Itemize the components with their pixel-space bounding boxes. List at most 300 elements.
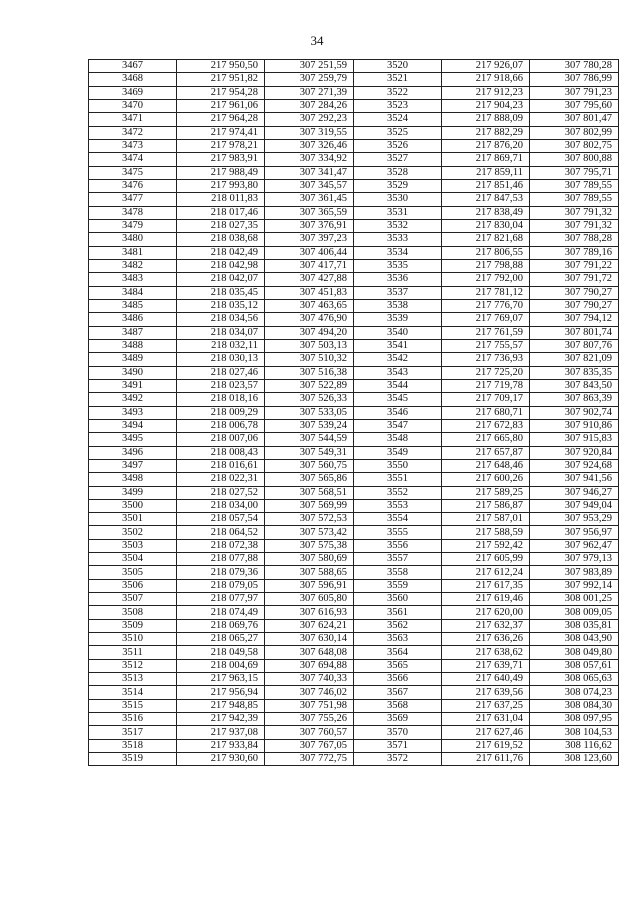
point-number-right: 3542 [354, 353, 442, 366]
x-coordinate-left: 218 079,05 [177, 579, 265, 592]
table-row [89, 659, 619, 672]
point-number-right: 3559 [354, 579, 442, 592]
y-coordinate-right: 307 910,86 [530, 419, 619, 432]
point-number-left: 3497 [89, 459, 177, 472]
y-coordinate-right: 307 835,35 [530, 366, 619, 379]
y-coordinate-left: 307 516,38 [265, 366, 354, 379]
point-number-left: 3470 [89, 99, 177, 112]
point-number-right: 3540 [354, 326, 442, 339]
y-coordinate-left: 307 588,65 [265, 566, 354, 579]
table-row [89, 619, 619, 632]
y-coordinate-left: 307 284,26 [265, 99, 354, 112]
table-row [89, 86, 619, 99]
y-coordinate-right: 307 962,47 [530, 539, 619, 552]
point-number-left: 3479 [89, 219, 177, 232]
x-coordinate-right: 217 586,87 [442, 499, 530, 512]
y-coordinate-left: 307 417,71 [265, 259, 354, 272]
y-coordinate-right: 307 801,47 [530, 113, 619, 126]
point-number-left: 3504 [89, 553, 177, 566]
y-coordinate-left: 307 319,55 [265, 126, 354, 139]
table-row [89, 579, 619, 592]
x-coordinate-right: 217 632,37 [442, 619, 530, 632]
x-coordinate-right: 217 636,26 [442, 633, 530, 646]
point-number-right: 3525 [354, 126, 442, 139]
x-coordinate-right: 217 627,46 [442, 726, 530, 739]
coordinates-table-body [89, 60, 619, 766]
x-coordinate-right: 217 769,07 [442, 313, 530, 326]
point-number-left: 3517 [89, 726, 177, 739]
point-number-right: 3551 [354, 473, 442, 486]
x-coordinate-right: 217 631,04 [442, 713, 530, 726]
point-number-right: 3564 [354, 646, 442, 659]
x-coordinate-left: 218 038,68 [177, 233, 265, 246]
point-number-right: 3549 [354, 446, 442, 459]
y-coordinate-left: 307 694,88 [265, 659, 354, 672]
point-number-left: 3490 [89, 366, 177, 379]
point-number-left: 3501 [89, 513, 177, 526]
y-coordinate-left: 307 605,80 [265, 593, 354, 606]
table-row [89, 313, 619, 326]
table-row [89, 259, 619, 272]
x-coordinate-right: 217 847,53 [442, 193, 530, 206]
point-number-right: 3563 [354, 633, 442, 646]
x-coordinate-right: 217 719,78 [442, 379, 530, 392]
point-number-left: 3508 [89, 606, 177, 619]
y-coordinate-left: 307 549,31 [265, 446, 354, 459]
point-number-right: 3561 [354, 606, 442, 619]
x-coordinate-left: 218 009,29 [177, 406, 265, 419]
table-row [89, 153, 619, 166]
x-coordinate-right: 217 725,20 [442, 366, 530, 379]
y-coordinate-right: 307 902,74 [530, 406, 619, 419]
table-row [89, 406, 619, 419]
y-coordinate-left: 307 526,33 [265, 393, 354, 406]
x-coordinate-left: 218 072,38 [177, 539, 265, 552]
point-number-left: 3467 [89, 60, 177, 73]
point-number-left: 3473 [89, 139, 177, 152]
x-coordinate-right: 217 589,25 [442, 486, 530, 499]
x-coordinate-right: 217 619,52 [442, 739, 530, 752]
point-number-right: 3523 [354, 99, 442, 112]
table-row [89, 99, 619, 112]
x-coordinate-left: 217 993,80 [177, 179, 265, 192]
y-coordinate-right: 308 084,30 [530, 699, 619, 712]
point-number-left: 3510 [89, 633, 177, 646]
point-number-right: 3543 [354, 366, 442, 379]
point-number-right: 3552 [354, 486, 442, 499]
table-row [89, 633, 619, 646]
point-number-right: 3572 [354, 753, 442, 766]
table-row [89, 486, 619, 499]
point-number-left: 3492 [89, 393, 177, 406]
y-coordinate-left: 307 740,33 [265, 673, 354, 686]
table-row [89, 326, 619, 339]
y-coordinate-left: 307 406,44 [265, 246, 354, 259]
y-coordinate-left: 307 580,69 [265, 553, 354, 566]
table-row [89, 739, 619, 752]
x-coordinate-right: 217 792,00 [442, 273, 530, 286]
table-row [89, 753, 619, 766]
point-number-right: 3539 [354, 313, 442, 326]
point-number-right: 3558 [354, 566, 442, 579]
y-coordinate-right: 307 789,55 [530, 193, 619, 206]
point-number-right: 3548 [354, 433, 442, 446]
x-coordinate-right: 217 851,46 [442, 179, 530, 192]
point-number-right: 3528 [354, 166, 442, 179]
x-coordinate-right: 217 869,71 [442, 153, 530, 166]
y-coordinate-left: 307 292,23 [265, 113, 354, 126]
y-coordinate-left: 307 751,98 [265, 699, 354, 712]
point-number-right: 3545 [354, 393, 442, 406]
table-row [89, 286, 619, 299]
table-row [89, 166, 619, 179]
x-coordinate-left: 218 030,13 [177, 353, 265, 366]
x-coordinate-left: 218 027,46 [177, 366, 265, 379]
y-coordinate-left: 307 271,39 [265, 86, 354, 99]
table-row [89, 246, 619, 259]
y-coordinate-right: 307 802,75 [530, 139, 619, 152]
point-number-left: 3481 [89, 246, 177, 259]
y-coordinate-left: 307 326,46 [265, 139, 354, 152]
x-coordinate-right: 217 639,71 [442, 659, 530, 672]
point-number-left: 3519 [89, 753, 177, 766]
y-coordinate-right: 307 920,84 [530, 446, 619, 459]
x-coordinate-right: 217 587,01 [442, 513, 530, 526]
y-coordinate-right: 307 956,97 [530, 526, 619, 539]
table-row [89, 126, 619, 139]
point-number-left: 3515 [89, 699, 177, 712]
x-coordinate-left: 217 988,49 [177, 166, 265, 179]
x-coordinate-left: 217 954,28 [177, 86, 265, 99]
y-coordinate-right: 307 801,74 [530, 326, 619, 339]
y-coordinate-right: 307 791,32 [530, 219, 619, 232]
y-coordinate-left: 307 544,59 [265, 433, 354, 446]
x-coordinate-left: 218 079,36 [177, 566, 265, 579]
y-coordinate-right: 307 915,83 [530, 433, 619, 446]
point-number-left: 3485 [89, 299, 177, 312]
y-coordinate-right: 307 790,27 [530, 299, 619, 312]
point-number-right: 3568 [354, 699, 442, 712]
point-number-left: 3491 [89, 379, 177, 392]
y-coordinate-right: 307 843,50 [530, 379, 619, 392]
x-coordinate-right: 217 588,59 [442, 526, 530, 539]
y-coordinate-right: 308 097,95 [530, 713, 619, 726]
point-number-left: 3502 [89, 526, 177, 539]
x-coordinate-left: 218 018,16 [177, 393, 265, 406]
y-coordinate-right: 308 074,23 [530, 686, 619, 699]
table-row [89, 233, 619, 246]
y-coordinate-left: 307 746,02 [265, 686, 354, 699]
y-coordinate-left: 307 539,24 [265, 419, 354, 432]
x-coordinate-right: 217 640,49 [442, 673, 530, 686]
table-row [89, 673, 619, 686]
y-coordinate-left: 307 572,53 [265, 513, 354, 526]
point-number-right: 3520 [354, 60, 442, 73]
y-coordinate-right: 307 979,13 [530, 553, 619, 566]
y-coordinate-right: 307 983,89 [530, 566, 619, 579]
y-coordinate-right: 307 821,09 [530, 353, 619, 366]
y-coordinate-right: 307 953,29 [530, 513, 619, 526]
point-number-right: 3565 [354, 659, 442, 672]
y-coordinate-left: 307 503,13 [265, 339, 354, 352]
table-row [89, 499, 619, 512]
x-coordinate-right: 217 637,25 [442, 699, 530, 712]
point-number-right: 3567 [354, 686, 442, 699]
point-number-left: 3476 [89, 179, 177, 192]
point-number-left: 3499 [89, 486, 177, 499]
x-coordinate-left: 218 022,31 [177, 473, 265, 486]
x-coordinate-left: 217 974,41 [177, 126, 265, 139]
x-coordinate-right: 217 619,46 [442, 593, 530, 606]
y-coordinate-left: 307 533,05 [265, 406, 354, 419]
point-number-left: 3498 [89, 473, 177, 486]
table-row [89, 606, 619, 619]
y-coordinate-right: 307 795,71 [530, 166, 619, 179]
y-coordinate-right: 307 795,60 [530, 99, 619, 112]
table-row [89, 553, 619, 566]
x-coordinate-left: 217 937,08 [177, 726, 265, 739]
page-number: 34 [310, 33, 324, 48]
point-number-left: 3516 [89, 713, 177, 726]
point-number-left: 3509 [89, 619, 177, 632]
point-number-left: 3483 [89, 273, 177, 286]
table-row [89, 73, 619, 86]
point-number-right: 3569 [354, 713, 442, 726]
point-number-right: 3524 [354, 113, 442, 126]
table-row [89, 473, 619, 486]
point-number-right: 3570 [354, 726, 442, 739]
x-coordinate-right: 217 876,20 [442, 139, 530, 152]
y-coordinate-right: 308 049,80 [530, 646, 619, 659]
y-coordinate-right: 307 780,28 [530, 60, 619, 73]
x-coordinate-left: 218 065,27 [177, 633, 265, 646]
y-coordinate-left: 307 251,59 [265, 60, 354, 73]
x-coordinate-left: 218 011,83 [177, 193, 265, 206]
y-coordinate-right: 308 065,63 [530, 673, 619, 686]
point-number-right: 3527 [354, 153, 442, 166]
x-coordinate-right: 217 918,66 [442, 73, 530, 86]
point-number-right: 3553 [354, 499, 442, 512]
x-coordinate-right: 217 665,80 [442, 433, 530, 446]
x-coordinate-right: 217 639,56 [442, 686, 530, 699]
x-coordinate-left: 218 042,98 [177, 259, 265, 272]
x-coordinate-left: 218 027,52 [177, 486, 265, 499]
x-coordinate-right: 217 830,04 [442, 219, 530, 232]
x-coordinate-left: 218 008,43 [177, 446, 265, 459]
x-coordinate-right: 217 611,76 [442, 753, 530, 766]
point-number-right: 3571 [354, 739, 442, 752]
x-coordinate-left: 218 004,69 [177, 659, 265, 672]
y-coordinate-left: 307 767,05 [265, 739, 354, 752]
y-coordinate-left: 307 376,91 [265, 219, 354, 232]
point-number-left: 3500 [89, 499, 177, 512]
table-row [89, 699, 619, 712]
x-coordinate-right: 217 680,71 [442, 406, 530, 419]
y-coordinate-left: 307 560,75 [265, 459, 354, 472]
y-coordinate-left: 307 463,65 [265, 299, 354, 312]
point-number-right: 3535 [354, 259, 442, 272]
point-number-right: 3538 [354, 299, 442, 312]
y-coordinate-right: 307 924,68 [530, 459, 619, 472]
point-number-left: 3487 [89, 326, 177, 339]
x-coordinate-left: 217 950,50 [177, 60, 265, 73]
point-number-right: 3531 [354, 206, 442, 219]
x-coordinate-right: 217 888,09 [442, 113, 530, 126]
x-coordinate-left: 218 035,45 [177, 286, 265, 299]
point-number-right: 3566 [354, 673, 442, 686]
table-row [89, 273, 619, 286]
x-coordinate-right: 217 709,17 [442, 393, 530, 406]
table-row [89, 179, 619, 192]
y-coordinate-left: 307 630,14 [265, 633, 354, 646]
y-coordinate-left: 307 451,83 [265, 286, 354, 299]
y-coordinate-right: 307 786,99 [530, 73, 619, 86]
point-number-right: 3546 [354, 406, 442, 419]
point-number-right: 3547 [354, 419, 442, 432]
x-coordinate-left: 217 956,94 [177, 686, 265, 699]
y-coordinate-left: 307 648,08 [265, 646, 354, 659]
table-row [89, 379, 619, 392]
x-coordinate-left: 217 933,84 [177, 739, 265, 752]
y-coordinate-left: 307 569,99 [265, 499, 354, 512]
x-coordinate-right: 217 806,55 [442, 246, 530, 259]
y-coordinate-left: 307 624,21 [265, 619, 354, 632]
point-number-right: 3550 [354, 459, 442, 472]
point-number-left: 3477 [89, 193, 177, 206]
point-number-right: 3554 [354, 513, 442, 526]
y-coordinate-left: 307 334,92 [265, 153, 354, 166]
table-row [89, 299, 619, 312]
y-coordinate-left: 307 565,86 [265, 473, 354, 486]
point-number-left: 3474 [89, 153, 177, 166]
x-coordinate-left: 218 049,58 [177, 646, 265, 659]
x-coordinate-left: 217 942,39 [177, 713, 265, 726]
y-coordinate-left: 307 365,59 [265, 206, 354, 219]
x-coordinate-right: 217 638,62 [442, 646, 530, 659]
point-number-right: 3556 [354, 539, 442, 552]
table-row [89, 459, 619, 472]
y-coordinate-right: 308 057,61 [530, 659, 619, 672]
point-number-left: 3496 [89, 446, 177, 459]
coordinates-table [88, 59, 619, 766]
point-number-right: 3534 [354, 246, 442, 259]
table-row [89, 686, 619, 699]
x-coordinate-right: 217 612,24 [442, 566, 530, 579]
y-coordinate-left: 307 510,32 [265, 353, 354, 366]
point-number-right: 3560 [354, 593, 442, 606]
y-coordinate-right: 307 794,12 [530, 313, 619, 326]
x-coordinate-right: 217 882,29 [442, 126, 530, 139]
x-coordinate-right: 217 926,07 [442, 60, 530, 73]
point-number-left: 3493 [89, 406, 177, 419]
y-coordinate-right: 308 123,60 [530, 753, 619, 766]
y-coordinate-left: 307 397,23 [265, 233, 354, 246]
x-coordinate-left: 218 017,46 [177, 206, 265, 219]
x-coordinate-left: 218 006,78 [177, 419, 265, 432]
y-coordinate-right: 307 946,27 [530, 486, 619, 499]
y-coordinate-left: 307 760,57 [265, 726, 354, 739]
y-coordinate-right: 307 992,14 [530, 579, 619, 592]
table-row [89, 646, 619, 659]
y-coordinate-right: 307 800,88 [530, 153, 619, 166]
point-number-left: 3471 [89, 113, 177, 126]
point-number-left: 3486 [89, 313, 177, 326]
point-number-right: 3522 [354, 86, 442, 99]
x-coordinate-left: 217 963,15 [177, 673, 265, 686]
point-number-left: 3488 [89, 339, 177, 352]
y-coordinate-left: 307 616,93 [265, 606, 354, 619]
table-row [89, 139, 619, 152]
table-row [89, 339, 619, 352]
point-number-left: 3513 [89, 673, 177, 686]
point-number-right: 3533 [354, 233, 442, 246]
x-coordinate-right: 217 672,83 [442, 419, 530, 432]
point-number-right: 3544 [354, 379, 442, 392]
x-coordinate-right: 217 859,11 [442, 166, 530, 179]
point-number-right: 3555 [354, 526, 442, 539]
point-number-right: 3536 [354, 273, 442, 286]
x-coordinate-left: 217 978,21 [177, 139, 265, 152]
y-coordinate-right: 307 790,27 [530, 286, 619, 299]
x-coordinate-right: 217 798,88 [442, 259, 530, 272]
y-coordinate-left: 307 427,88 [265, 273, 354, 286]
point-number-left: 3482 [89, 259, 177, 272]
point-number-left: 3505 [89, 566, 177, 579]
y-coordinate-right: 307 789,55 [530, 179, 619, 192]
y-coordinate-right: 308 116,62 [530, 739, 619, 752]
x-coordinate-left: 218 042,49 [177, 246, 265, 259]
x-coordinate-left: 217 964,28 [177, 113, 265, 126]
x-coordinate-left: 218 077,88 [177, 553, 265, 566]
y-coordinate-right: 307 791,22 [530, 259, 619, 272]
point-number-left: 3489 [89, 353, 177, 366]
y-coordinate-right: 307 791,23 [530, 86, 619, 99]
table-row [89, 219, 619, 232]
x-coordinate-left: 217 948,85 [177, 699, 265, 712]
table-row [89, 593, 619, 606]
x-coordinate-left: 218 057,54 [177, 513, 265, 526]
point-number-left: 3494 [89, 419, 177, 432]
y-coordinate-left: 307 575,38 [265, 539, 354, 552]
x-coordinate-right: 217 620,00 [442, 606, 530, 619]
y-coordinate-right: 307 863,39 [530, 393, 619, 406]
table-row [89, 366, 619, 379]
table-row [89, 60, 619, 73]
x-coordinate-right: 217 648,46 [442, 459, 530, 472]
y-coordinate-right: 308 035,81 [530, 619, 619, 632]
point-number-right: 3526 [354, 139, 442, 152]
table-row [89, 113, 619, 126]
x-coordinate-right: 217 904,23 [442, 99, 530, 112]
y-coordinate-right: 308 043,90 [530, 633, 619, 646]
x-coordinate-right: 217 617,35 [442, 579, 530, 592]
y-coordinate-left: 307 573,42 [265, 526, 354, 539]
y-coordinate-right: 307 791,32 [530, 206, 619, 219]
table-row [89, 513, 619, 526]
x-coordinate-right: 217 592,42 [442, 539, 530, 552]
point-number-left: 3511 [89, 646, 177, 659]
x-coordinate-right: 217 755,57 [442, 339, 530, 352]
table-row [89, 433, 619, 446]
y-coordinate-right: 307 807,76 [530, 339, 619, 352]
point-number-left: 3472 [89, 126, 177, 139]
table-row [89, 446, 619, 459]
point-number-right: 3537 [354, 286, 442, 299]
x-coordinate-left: 218 069,76 [177, 619, 265, 632]
y-coordinate-left: 307 772,75 [265, 753, 354, 766]
y-coordinate-right: 308 009,05 [530, 606, 619, 619]
y-coordinate-right: 307 941,56 [530, 473, 619, 486]
